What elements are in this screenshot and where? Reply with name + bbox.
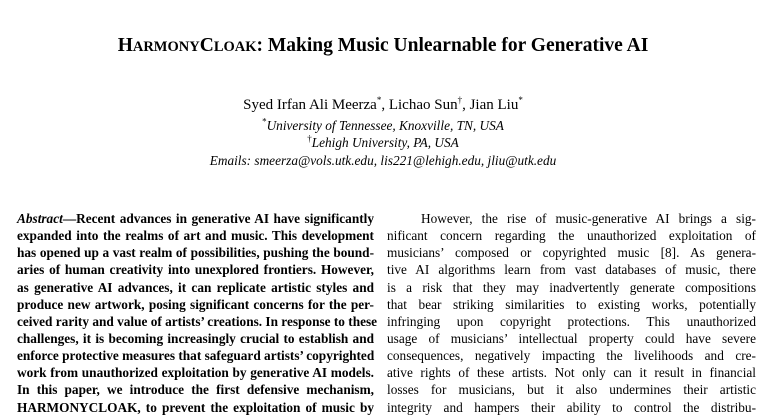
abstract-line-text: Recent advances in generative AI have significantly (76, 211, 374, 226)
intro-line: consequences, negatively impacting the livelihoods and cre- (387, 348, 756, 364)
author-3: Jian Liu (469, 97, 519, 113)
introduction-column (387, 210, 756, 416)
intro-line: losses for musicians, but it also undermines their artistic (387, 382, 756, 398)
abstract-line: expanded into the realms of art and music. This development (17, 228, 374, 244)
intro-line: nificant concern regarding the unauthorized exploitation of (387, 228, 756, 244)
abstract-line: In this paper, we introduce the first defensive mechanism, (17, 382, 374, 398)
title-name-initial-h: H (117, 35, 133, 56)
intro-line: integrity and hampers their ability to control the distribu- (387, 399, 756, 415)
abstract-line-partial: HARMONYCLOAK, to prevent the exploitation of music by (17, 399, 374, 415)
abstract-line: challenges, it is becoming increasingly crucial to establish and (17, 330, 374, 346)
paper-title (0, 34, 766, 59)
author-list (0, 96, 766, 114)
author-2-mark: † (457, 95, 463, 105)
affiliation-1-mark: * (262, 116, 267, 127)
author-1-mark: * (376, 95, 382, 105)
intro-line: However, the rise of music-generative AI brings a sig- (421, 211, 756, 226)
abstract-line: ceived rarity and value of artists’ creations. In response to these (17, 313, 378, 329)
intro-line: usage of musicians’ intellectual property could have severe (387, 330, 756, 346)
intro-line: musicians’ composed or copyrighted music [8]. As genera- (387, 245, 756, 261)
abstract-line (17, 210, 374, 227)
abstract-line: as generative AI advances, it can replicate artistic styles and (17, 279, 374, 295)
affiliation-1-text: University of Tennessee, Knoxville, TN, USA (266, 118, 504, 133)
author-1: Syed Irfan Ali Meerza (243, 97, 377, 113)
author-3-mark: * (518, 95, 523, 105)
title-name-loak: LOAK (213, 39, 257, 55)
author-2: Lichao Sun (388, 97, 458, 113)
affiliation-2 (0, 135, 766, 151)
abstract-line: aries of human creativity into unexplored frontiers. However, (17, 262, 374, 278)
intro-line: infringing upon copyright protections. This unauthorized (387, 313, 756, 329)
intro-line: is a risk that they may inadvertently generate compositions (387, 279, 756, 295)
author-separator: , (462, 97, 470, 113)
author-emails: Emails: smeerza@vols.utk.edu, lis221@lehigh.edu, jliu@utk.edu (209, 153, 557, 168)
affiliation-2-text: Lehigh University, PA, USA (311, 135, 459, 150)
abstract-line: produce new artwork, posing significant concerns for the per- (17, 296, 374, 312)
abstract-line: has opened up a vast realm of possibilities, pushing the bound- (17, 245, 374, 261)
abstract-column (17, 210, 378, 416)
affiliation-1 (0, 118, 766, 134)
author-separator: , (381, 97, 389, 113)
abstract-dash: — (62, 211, 77, 226)
affiliation-2-mark: † (307, 133, 312, 144)
abstract-line: work from unauthorized exploitation by generative AI models. (17, 365, 374, 381)
abstract-label: Abstract (17, 211, 63, 226)
intro-line: ative rights of these artists. Not only can it result in financial (387, 365, 756, 381)
abstract-line: enforce protective measures that safeguard artists’ copyrighted (17, 348, 375, 364)
title-rest: : Making Music Unlearnable for Generative AI (256, 35, 649, 56)
title-name-initial-c: C (199, 35, 214, 56)
intro-line: tive AI algorithms learn from vast databases of music, there (387, 262, 756, 278)
intro-line: that bear striking similarities to existing works, potentially (387, 296, 756, 312)
title-name-armony: ARMONY (132, 39, 200, 55)
